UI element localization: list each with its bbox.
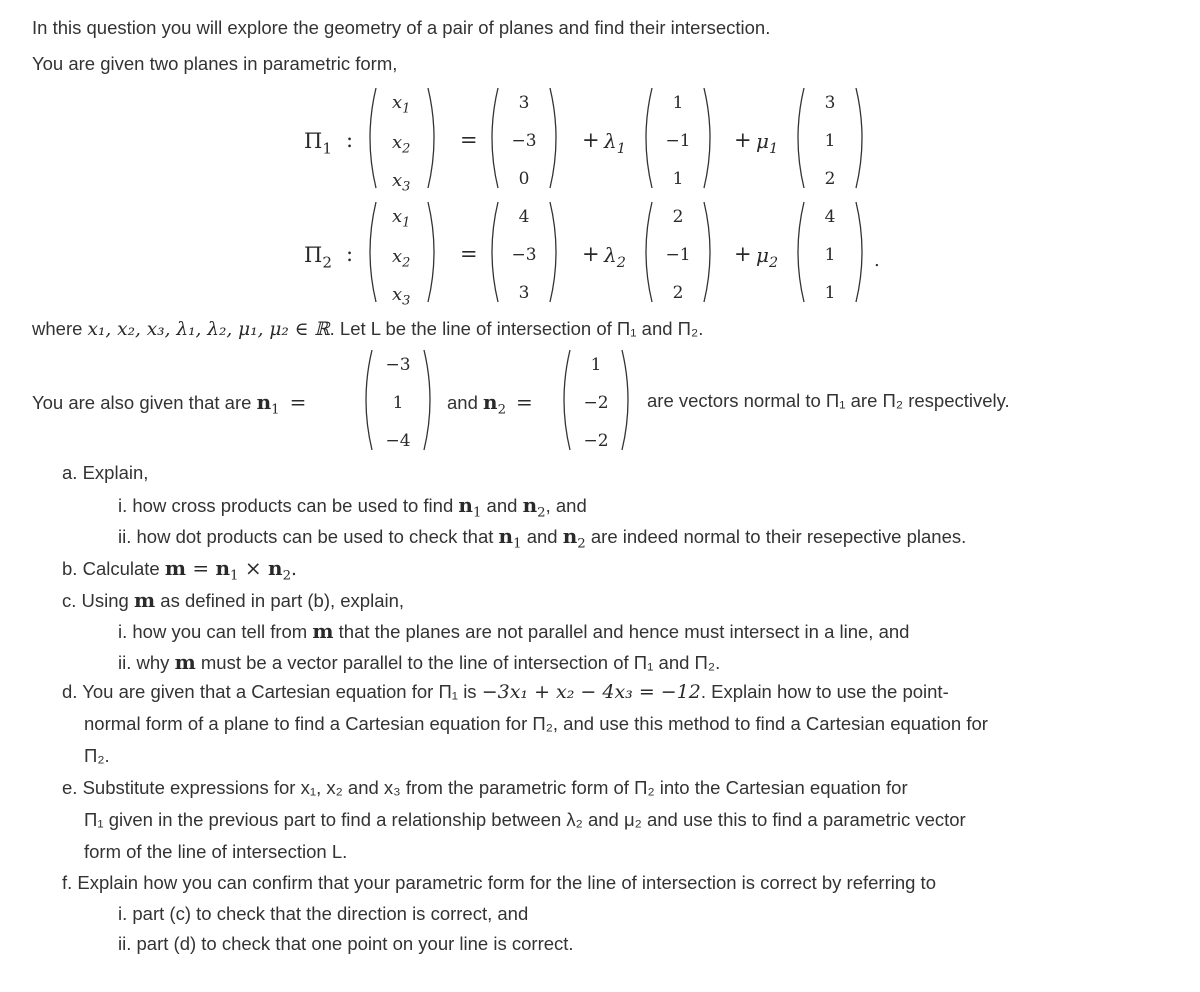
var-x3: $x_3$ [392,170,411,195]
plus: + [734,242,752,266]
n2-2: −2 [583,431,609,451]
part-f-i: i. part (c) to check that the direction is correct, and [118,903,529,924]
var-x3: $x_3$ [392,284,411,309]
intro-line-1: In this question you will explore the geometry of a pair of planes and find their intersection. [32,17,771,38]
part-a-i: i. how cross products can be used to find $n_1$ and $n_2$, and [118,493,587,521]
part-f: f. Explain how you can confirm that your parametric form for the line of intersection is correct by referring to [62,872,936,893]
n1-1: 1 [392,393,404,413]
plane-2-label: $\Pi_2$ [304,243,332,272]
normals-suffix: are vectors normal to Π₁ are Π₂ respectively. [647,390,1010,411]
p2-dir2-0: 4 [824,207,836,227]
p1-dir2-0: 3 [824,93,836,113]
normals-prefix: You are also given that are $n_1$ = [32,390,307,418]
part-d-line-2: normal form of a plane to find a Cartesian equation for Π₂, and use this method to find a Cartesian equation for [84,713,988,734]
p2-point-1: −3 [511,245,537,265]
p1-dir2-1: 1 [824,131,836,151]
mu-1: $\mu_1$ [756,129,779,158]
colon: : [346,242,354,266]
lambda-2: $\lambda_2$ [604,243,626,272]
part-e-line-1: e. Substitute expressions for x₁, x₂ and x₃ from the parametric form of Π₂ into the Cartesian equation for [62,777,908,798]
var-x1: $x_1$ [392,206,411,231]
p2-point-2: 3 [518,283,530,303]
equals: = [460,242,478,266]
part-b: b. Calculate $m = n_1 \times n_2$. [62,556,297,584]
lambda-1: $\lambda_1$ [604,129,626,158]
mu-2: $\mu_2$ [756,243,779,272]
part-e-line-2: Π₁ given in the previous part to find a relationship between λ₂ and μ₂ and use this to find a parametric vector [84,809,966,830]
p1-dir1-1: −1 [665,131,691,151]
p2-point-0: 4 [518,207,530,227]
p1-dir2-2: 2 [824,169,836,189]
intro-line-2: You are given two planes in parametric form, [32,53,398,74]
part-f-ii: ii. part (d) to check that one point on your line is correct. [118,933,574,954]
var-x1: $x_1$ [392,92,411,117]
part-a: a. Explain, [62,462,149,483]
n1-0: −3 [385,355,411,375]
part-c-ii: ii. why m must be a vector parallel to the line of intersection of Π₁ and Π₂. [118,650,721,674]
p1-point-1: −3 [511,131,537,151]
part-a-ii: ii. how dot products can be used to check that $n_1$ and $n_2$ are indeed normal to their resepective planes. [118,524,967,552]
n2-1: −2 [583,393,609,413]
p1-point-2: 0 [518,169,530,189]
p2-dir1-2: 2 [672,283,684,303]
p2-dir2-2: 1 [824,283,836,303]
equals: = [460,128,478,152]
period: . [874,250,880,271]
p2-dir1-0: 2 [672,207,684,227]
where-line: where x₁, x₂, x₃, λ₁, λ₂, μ₁, μ₂ ∈ ℝ. Let L be the line of intersection of Π₁ and Π₂. [32,318,704,340]
part-c: c. Using m as defined in part (b), explain, [62,588,405,612]
var-x2: $x_2$ [392,132,411,157]
p1-dir1-2: 1 [672,169,684,189]
n2-0: 1 [590,355,602,375]
p1-dir1-0: 1 [672,93,684,113]
normals-and: and $n_2$ = [447,390,533,418]
plus: + [582,242,600,266]
part-d-line-1: d. You are given that a Cartesian equation for Π₁ is −3x₁ + x₂ − 4x₃ = −12. Explain how to use the point- [62,681,949,703]
plus: + [582,128,600,152]
n1-2: −4 [385,431,411,451]
p1-point-0: 3 [518,93,530,113]
part-e-line-3: form of the line of intersection L. [84,841,348,862]
plus: + [734,128,752,152]
colon: : [346,128,354,152]
p2-dir1-1: −1 [665,245,691,265]
part-c-i: i. how you can tell from m that the planes are not parallel and hence must intersect in a line, and [118,619,910,643]
var-x2: $x_2$ [392,246,411,271]
part-d-line-3: Π₂. [84,745,110,766]
p2-dir2-1: 1 [824,245,836,265]
plane-1-label: $\Pi_1$ [304,129,332,158]
